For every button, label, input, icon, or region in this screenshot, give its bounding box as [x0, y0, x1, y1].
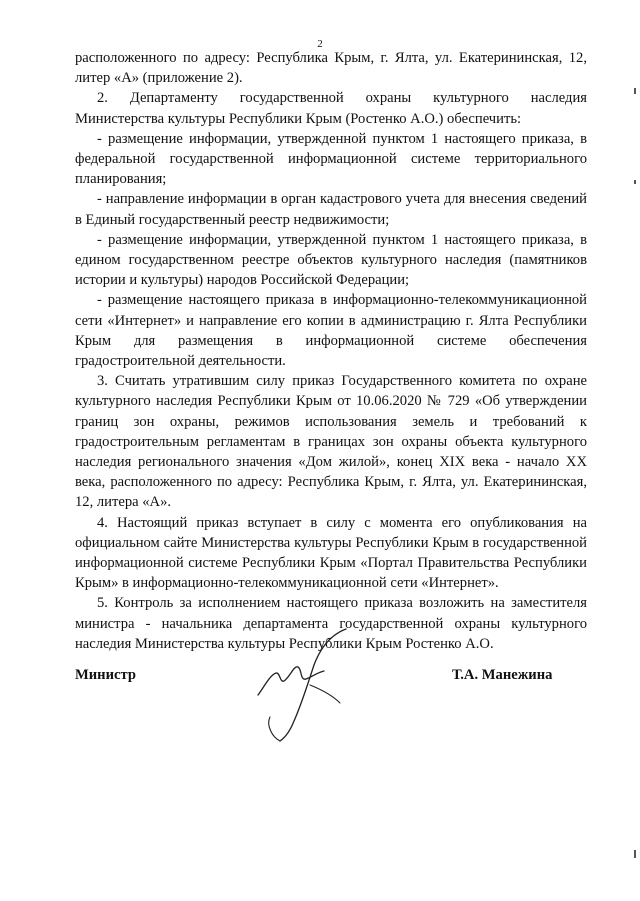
handwritten-signature [250, 625, 360, 745]
paragraph-bullet-registry: - размещение информации, утвержденной пунктом 1 настоящего приказа, в едином государственном реестре объектов культурного наследия (памятников истории и культуры) народов Российской Федерации; [75, 231, 587, 289]
paragraph-bullet-internet: - размещение настоящего приказа в информационно-телекоммуникационной сети «Интернет» и направление его копии в администрацию г. Ялта Республики Крым для размещения в информационной системе обеспечения градостроительной деятельности. [75, 292, 587, 370]
paragraph-bullet-fgis: - размещение информации, утвержденной пунктом 1 настоящего приказа, в федеральной государственной информационной системе территориального планирования; [75, 130, 587, 188]
scan-edge-mark [634, 180, 636, 184]
paragraph-item-5: 5. Контроль за исполнением настоящего приказа возложить на заместителя министра - начальника департамента государственной охраны культурного наследия Министерства культуры Республики Крым Ростенко А.О. [75, 595, 587, 652]
scan-edge-mark [634, 88, 636, 94]
paragraph-item-3: 3. Считать утратившим силу приказ Государственного комитета по охране культурного наследия Республики Крым от 10.06.2020 № 729 «Об утверждении границ зон охраны, режимов использования земель и требований к градостроительным регламентам в границах зон охраны объекта культурного наследия регионального значения «Дом жилой», конец XIX века - начало XX века, расположенного по адресу: Республика Крым, г. Ялта, ул. Екатерининская, 12, литера «А». [75, 373, 587, 511]
paragraph-bullet-cadastre: - направление информации в орган кадастрового учета для внесения сведений в Единый государственный реестр недвижимости; [75, 191, 587, 228]
signatory-name: Т.А. Манежина [452, 667, 553, 683]
paragraph-item-2: 2. Департаменту государственной охраны культурного наследия Министерства культуры Республики Крым (Ростенко А.О.) обеспечить: [75, 90, 587, 127]
signatory-title: Министр [75, 667, 136, 683]
paragraph-address-continuation: расположенного по адресу: Республика Крым, г. Ялта, ул. Екатерининская, 12, литер «А» (приложение 2). [75, 50, 587, 87]
document-body [75, 48, 587, 654]
page-number: 2 [317, 38, 323, 50]
scan-edge-mark [634, 850, 636, 858]
paragraph-item-4: 4. Настоящий приказ вступает в силу с момента его опубликования на официальном сайте Министерства культуры Республики Крым в государственной информационной системе Республики Крым «Портал Правительства Республики Крым» в информационно-телекоммуникационной сети «Интернет». [75, 514, 587, 592]
